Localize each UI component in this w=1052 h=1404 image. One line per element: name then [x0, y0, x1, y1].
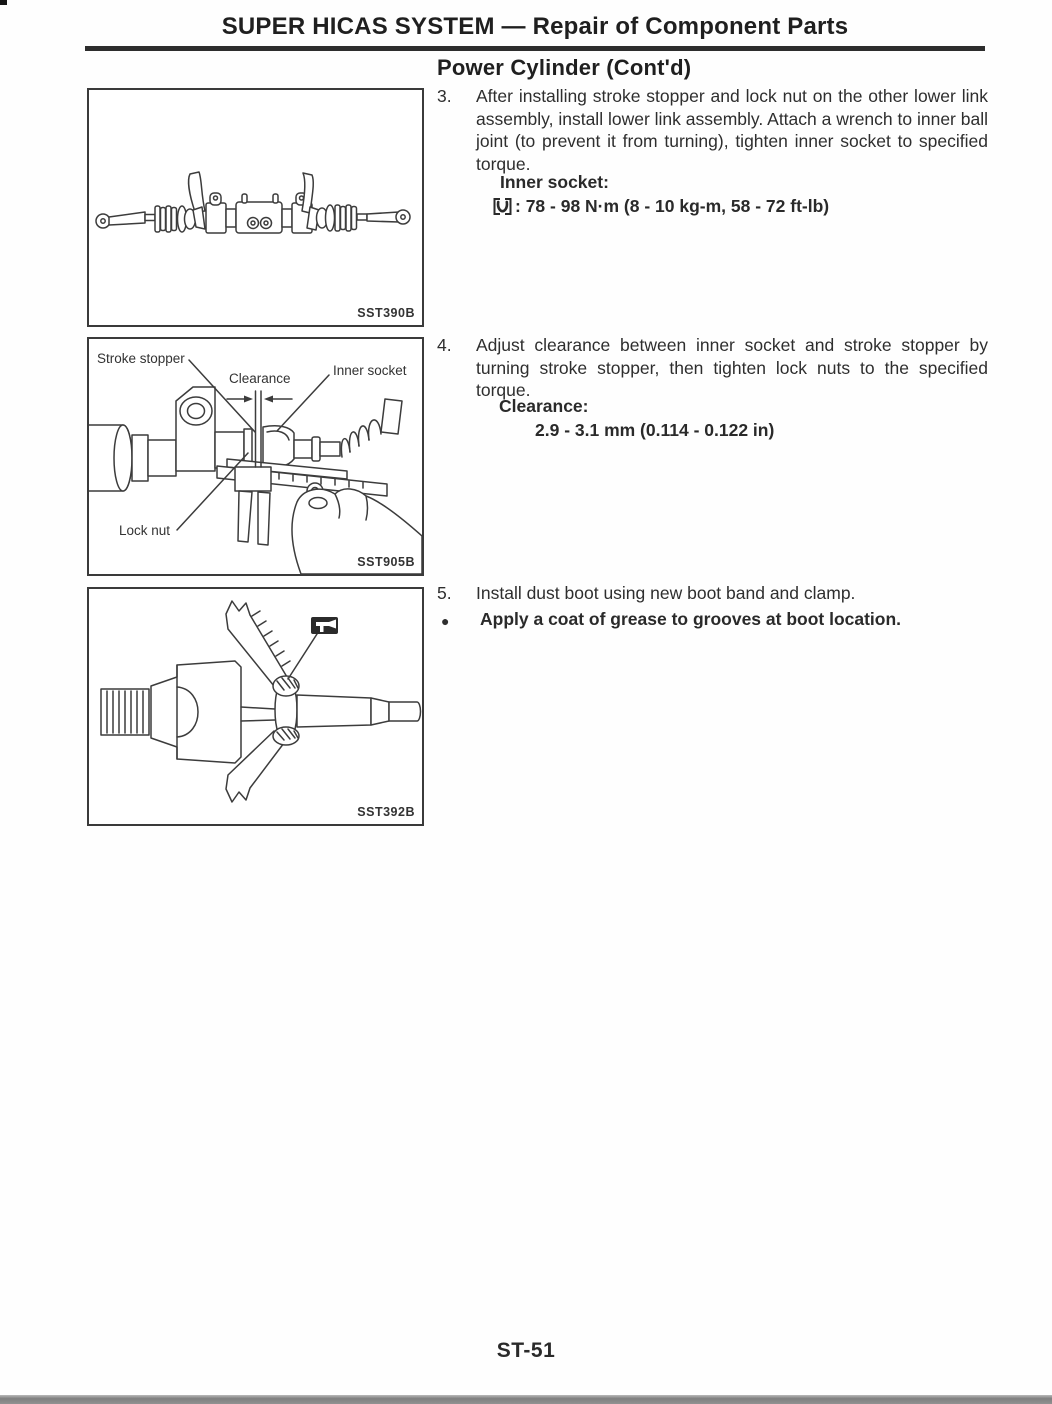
- dust-boot-illustration: [89, 589, 422, 824]
- torque-wrench-icon: [492, 196, 513, 217]
- note-text: Apply a coat of grease to grooves at boot location.: [480, 609, 902, 629]
- figure-code: SST390B: [357, 306, 415, 320]
- figure-lower-link-assembly: [87, 88, 424, 327]
- step-number: 5.: [437, 583, 452, 603]
- step-number: 4.: [437, 335, 452, 355]
- step-3: [437, 85, 988, 175]
- label-lock-nut: Lock nut: [119, 523, 171, 538]
- page-bottom-rule: [0, 1395, 1052, 1404]
- torque-spec: [492, 171, 829, 217]
- step-number: 3.: [437, 86, 452, 106]
- clearance-measurement-illustration: [89, 339, 422, 574]
- header-rule: [85, 46, 985, 51]
- label-clearance: Clearance: [229, 371, 291, 386]
- label-stroke-stopper: Stroke stopper: [97, 351, 185, 366]
- spec-label: Clearance:: [499, 396, 589, 416]
- page-number: ST-51: [496, 1339, 556, 1362]
- step-text: Adjust clearance between inner socket and stroke stopper by turning stroke stopper, then tighten lock nuts to the specified torque.: [476, 335, 988, 400]
- lower-link-assembly-illustration: [89, 90, 422, 325]
- scan-artifact-mark: [0, 0, 7, 5]
- grease-note: [437, 608, 988, 633]
- label-inner-socket: Inner socket: [333, 363, 407, 378]
- clearance-value: 2.9 - 3.1 mm (0.114 - 0.122 in): [535, 420, 775, 440]
- step-5: [437, 582, 988, 605]
- grease-gun-icon: [311, 617, 338, 634]
- figure-code: SST392B: [357, 805, 415, 819]
- figure-code: SST905B: [357, 555, 415, 569]
- spec-label: Inner socket:: [500, 172, 609, 192]
- bullet-icon: ●: [441, 613, 450, 629]
- section-title: Power Cylinder (Cont'd): [437, 55, 692, 80]
- clearance-spec: [499, 395, 774, 441]
- figure-clearance-measurement: [87, 337, 424, 576]
- page-header-title: SUPER HICAS SYSTEM — Repair of Component Parts: [221, 13, 849, 40]
- figure-dust-boot: [87, 587, 424, 826]
- torque-value: : 78 - 98 N·m (8 - 10 kg-m, 58 - 72 ft-lb): [515, 196, 830, 216]
- step-4: [437, 334, 988, 402]
- step-text: Install dust boot using new boot band and clamp.: [476, 583, 856, 603]
- step-text: After installing stroke stopper and lock nut on the other lower link assembly, install lower link assembly. Attach a wrench to inner ball joint (to prevent it from turning), tighten inner socket to specified torque.: [476, 86, 988, 174]
